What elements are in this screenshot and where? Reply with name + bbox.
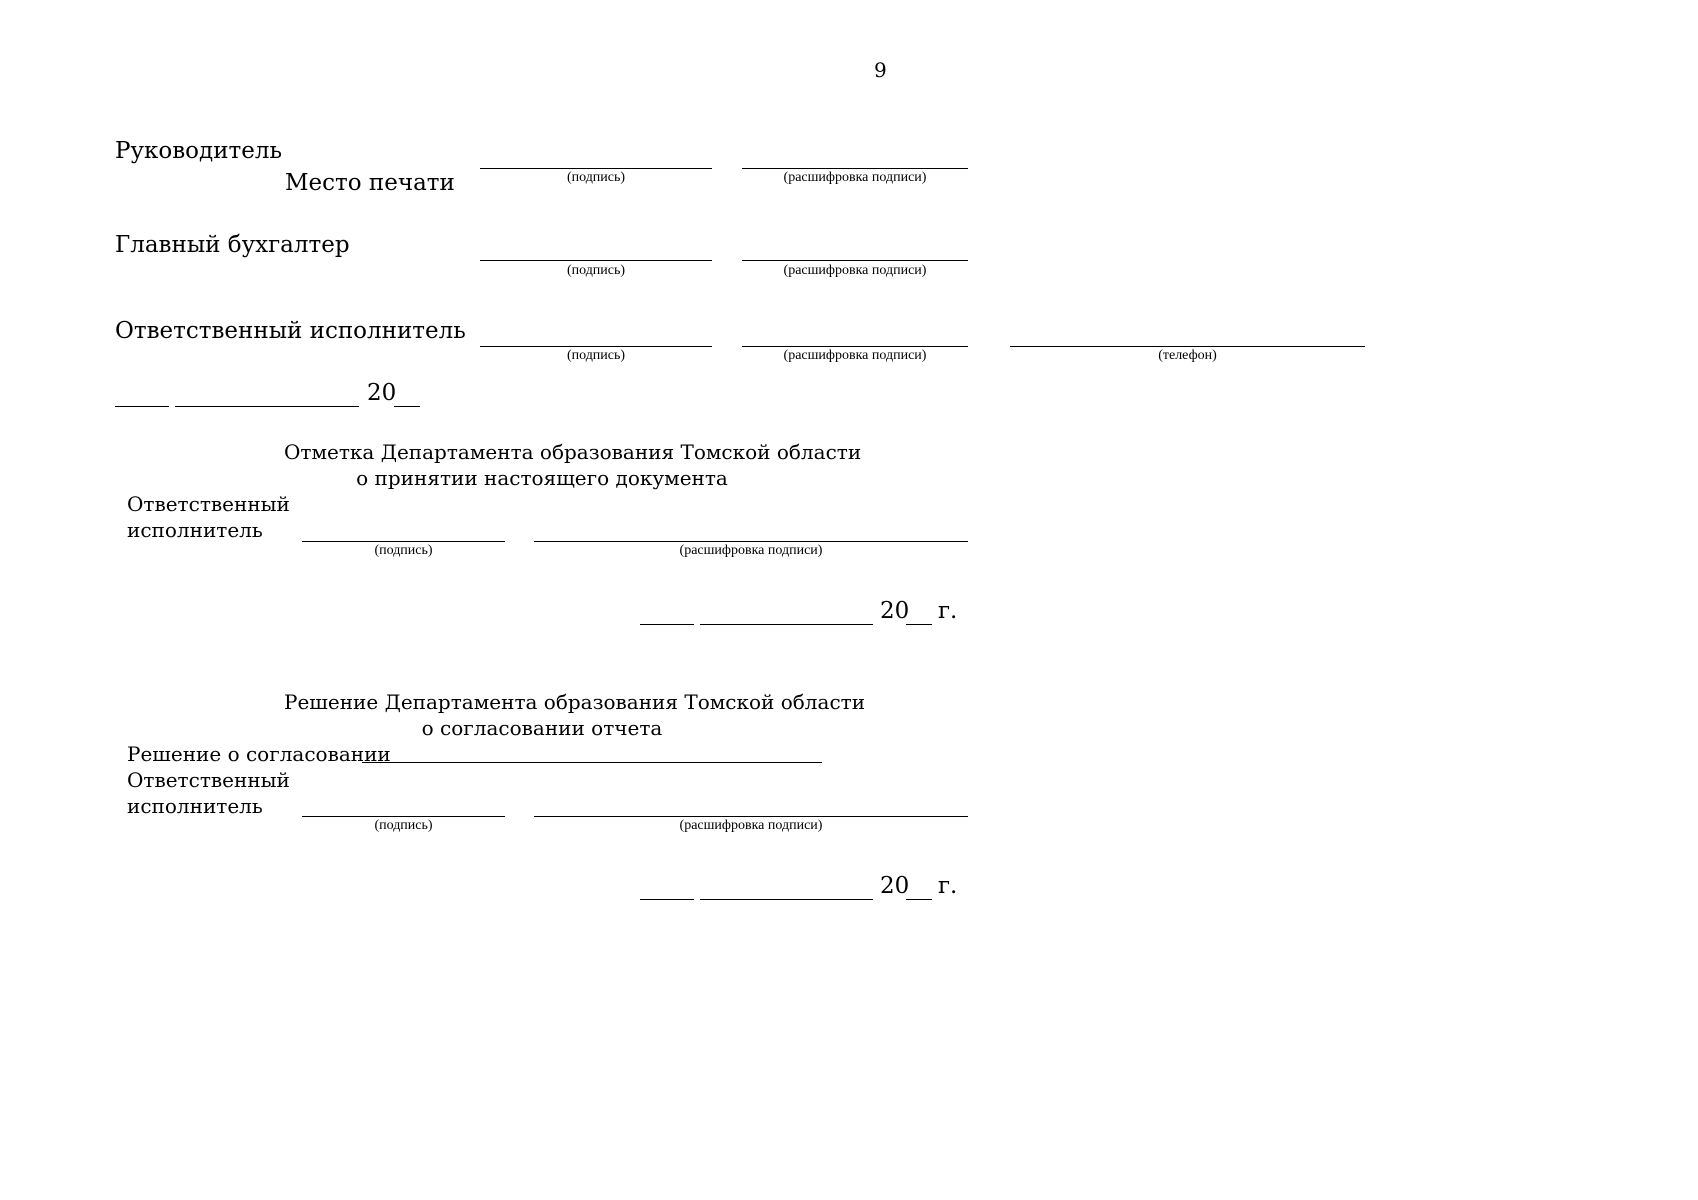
decision-decoding-caption: (расшифровка подписи)	[679, 818, 823, 833]
decision-date-month-line[interactable]	[700, 899, 873, 900]
accountant-decoding-line[interactable]	[742, 260, 968, 261]
decision-signature-line[interactable]	[302, 816, 505, 817]
acceptance-date-month-line[interactable]	[700, 624, 873, 625]
decision-executor-line2: исполнитель	[127, 794, 263, 818]
decision-title-line1: Решение Департамента образования Томской области	[284, 690, 866, 714]
executor-phone-line[interactable]	[1010, 346, 1365, 347]
date-day-line[interactable]	[115, 406, 169, 407]
chief-accountant-label: Главный бухгалтер	[115, 232, 350, 258]
decision-date-day-line[interactable]	[640, 899, 694, 900]
executor-label: Ответственный исполнитель	[115, 318, 466, 344]
seal-label: Место печати	[285, 170, 455, 196]
acceptance-date-year-line[interactable]	[906, 624, 932, 625]
executor-signature-line[interactable]	[480, 346, 712, 347]
head-decoding-line[interactable]	[742, 168, 968, 169]
executor-decoding-line[interactable]	[742, 346, 968, 347]
decision-date-year-suffix: г.	[938, 873, 958, 899]
decision-executor-line1: Ответственный	[127, 768, 290, 792]
executor-phone-caption: (телефон)	[1158, 348, 1217, 363]
decision-title-line2: о согласовании отчета	[421, 716, 663, 740]
executor-decoding-caption: (расшифровка подписи)	[783, 348, 927, 363]
acceptance-executor-line1: Ответственный	[127, 492, 290, 516]
date-year-prefix: 20	[367, 380, 397, 406]
date-year-line[interactable]	[394, 406, 420, 407]
acceptance-title-line2: о принятии настоящего документа	[356, 466, 728, 490]
acceptance-signature-line[interactable]	[302, 541, 505, 542]
head-signature-caption: (подпись)	[566, 170, 626, 185]
decision-signature-caption: (подпись)	[374, 818, 433, 833]
acceptance-date-day-line[interactable]	[640, 624, 694, 625]
page-number: 9	[874, 58, 887, 82]
acceptance-signature-caption: (подпись)	[374, 543, 433, 558]
head-signature-line[interactable]	[480, 168, 712, 169]
acceptance-title-line1: Отметка Департамента образования Томской области	[284, 440, 862, 464]
decision-date-year-line[interactable]	[906, 899, 932, 900]
decision-decoding-line[interactable]	[534, 816, 968, 817]
head-decoding-caption: (расшифровка подписи)	[783, 170, 927, 185]
acceptance-date-year-suffix: г.	[938, 598, 958, 624]
accountant-signature-line[interactable]	[480, 260, 712, 261]
acceptance-date-year-prefix: 20	[880, 598, 910, 624]
acceptance-decoding-caption: (расшифровка подписи)	[679, 543, 823, 558]
executor-signature-caption: (подпись)	[566, 348, 626, 363]
accountant-signature-caption: (подпись)	[566, 263, 626, 278]
decision-date-year-prefix: 20	[880, 873, 910, 899]
accountant-decoding-caption: (расшифровка подписи)	[783, 263, 927, 278]
decision-approval-label: Решение о согласовании	[127, 742, 391, 766]
head-label: Руководитель	[115, 138, 282, 164]
acceptance-decoding-line[interactable]	[534, 541, 968, 542]
date-month-line[interactable]	[175, 406, 359, 407]
decision-approval-line[interactable]	[362, 762, 822, 763]
acceptance-executor-line2: исполнитель	[127, 518, 263, 542]
